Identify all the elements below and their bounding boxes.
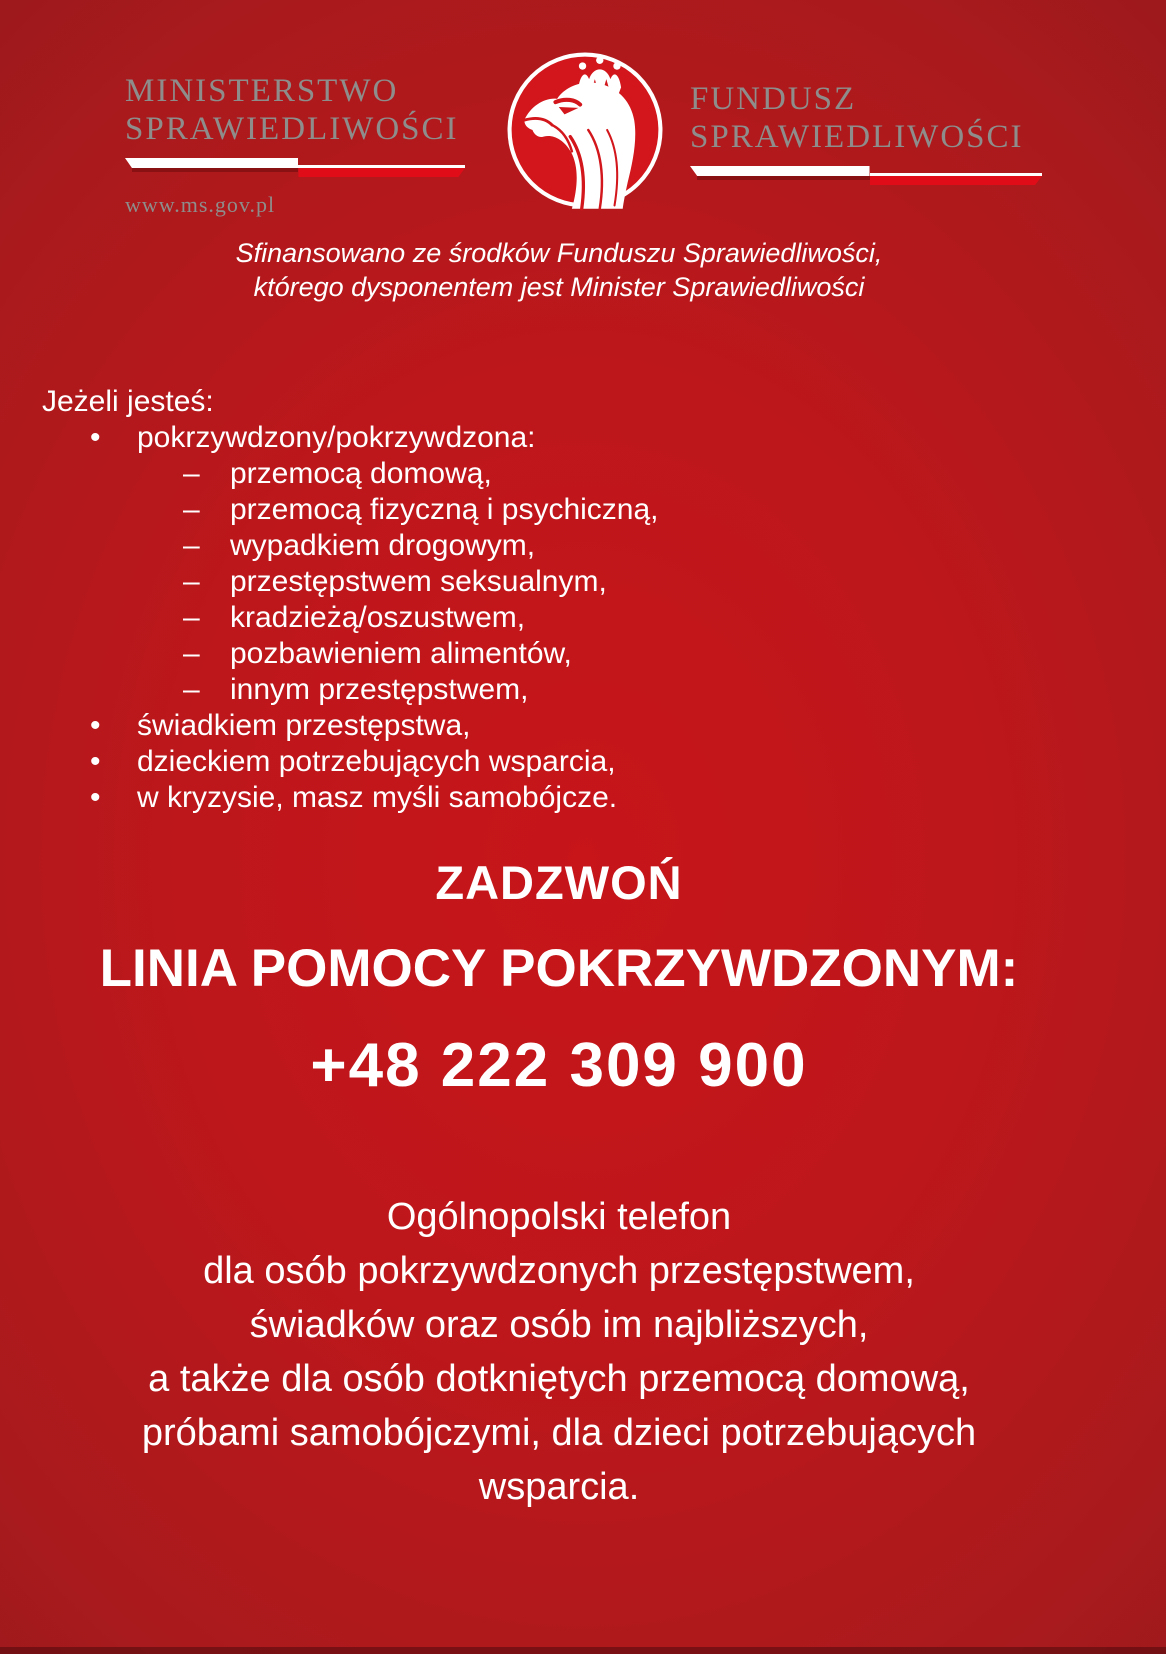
ministry-of-justice-logo — [125, 72, 465, 218]
list-item: • pokrzywdzony/pokrzywdzona: — [0, 420, 1166, 456]
flag-white-line — [870, 173, 1042, 176]
call-heading: ZADZWOŃ — [435, 856, 683, 909]
list-item: • świadkiem przestępstwa, — [0, 708, 1166, 744]
description-line: wsparcia. — [478, 1466, 640, 1508]
description-line: a także dla osób dotkniętych przemocą domową, — [148, 1358, 970, 1400]
ministry-logo-line1: MINISTERSTWO — [125, 73, 399, 109]
ministry-logo-line2: SPRAWIEDLIWOŚCI — [125, 111, 459, 147]
list-item: – pozbawieniem alimentów, — [0, 636, 1166, 672]
ministry-website-url: www.ms.gov.pl — [125, 192, 276, 217]
helpline-name: LINIA POMOCY POKRZYWDZONYM: — [99, 939, 1019, 998]
list-item: – przestępstwem seksualnym, — [0, 564, 1166, 600]
conditions-list — [0, 420, 1166, 816]
fund-logo-line1: FUNDUSZ — [690, 81, 857, 117]
description-line: świadków oraz osób im najbliższych, — [249, 1304, 869, 1346]
funding-note-line2: którego dysponentem jest Minister Sprawiedliwości — [253, 272, 865, 302]
fund-logo-line2: SPRAWIEDLIWOŚCI — [690, 119, 1024, 155]
list-item: – przemocą fizyczną i psychiczną, — [0, 492, 1166, 528]
flag-white-line — [298, 165, 465, 168]
list-item: – kradzieżą/oszustwem, — [0, 600, 1166, 636]
conditions-intro: Jeżeli jesteś: — [42, 385, 214, 418]
description-line: próbami samobójczymi, dla dzieci potrzebujących — [141, 1412, 977, 1454]
flag-white-bar — [125, 158, 298, 168]
bottom-edge-shade — [0, 1647, 1166, 1654]
call-to-action — [0, 856, 1166, 1102]
flag-white-bar — [690, 166, 870, 176]
list-item: – wypadkiem drogowym, — [0, 528, 1166, 564]
crowned-eagle-emblem-icon — [503, 48, 667, 212]
flag-red-bar — [298, 168, 465, 177]
header — [0, 0, 1166, 230]
list-item: – innym przestępstwem, — [0, 672, 1166, 708]
funding-note-line1: Sfinansowano ze środków Funduszu Sprawiedliwości, — [235, 238, 883, 268]
flag-shadow-bar — [132, 168, 299, 172]
helpline-description — [0, 1190, 1166, 1514]
conditions-section — [0, 384, 1166, 816]
helpline-phone-number: +48 222 309 900 — [310, 1031, 808, 1100]
flag-red-bar — [870, 176, 1042, 185]
list-item: – przemocą domową, — [0, 456, 1166, 492]
polish-flag-icon — [125, 158, 465, 180]
list-item: • dzieckiem potrzebujących wsparcia, — [0, 744, 1166, 780]
flag-shadow-bar — [697, 176, 869, 180]
description-line: Ogólnopolski telefon — [386, 1196, 732, 1238]
funding-note — [0, 236, 1166, 304]
polish-flag-icon — [690, 166, 1042, 188]
justice-fund-logo — [690, 80, 1042, 188]
list-item: • w kryzysie, masz myśli samobójcze. — [0, 780, 1166, 816]
description-line: dla osób pokrzywdzonych przestępstwem, — [203, 1250, 915, 1292]
